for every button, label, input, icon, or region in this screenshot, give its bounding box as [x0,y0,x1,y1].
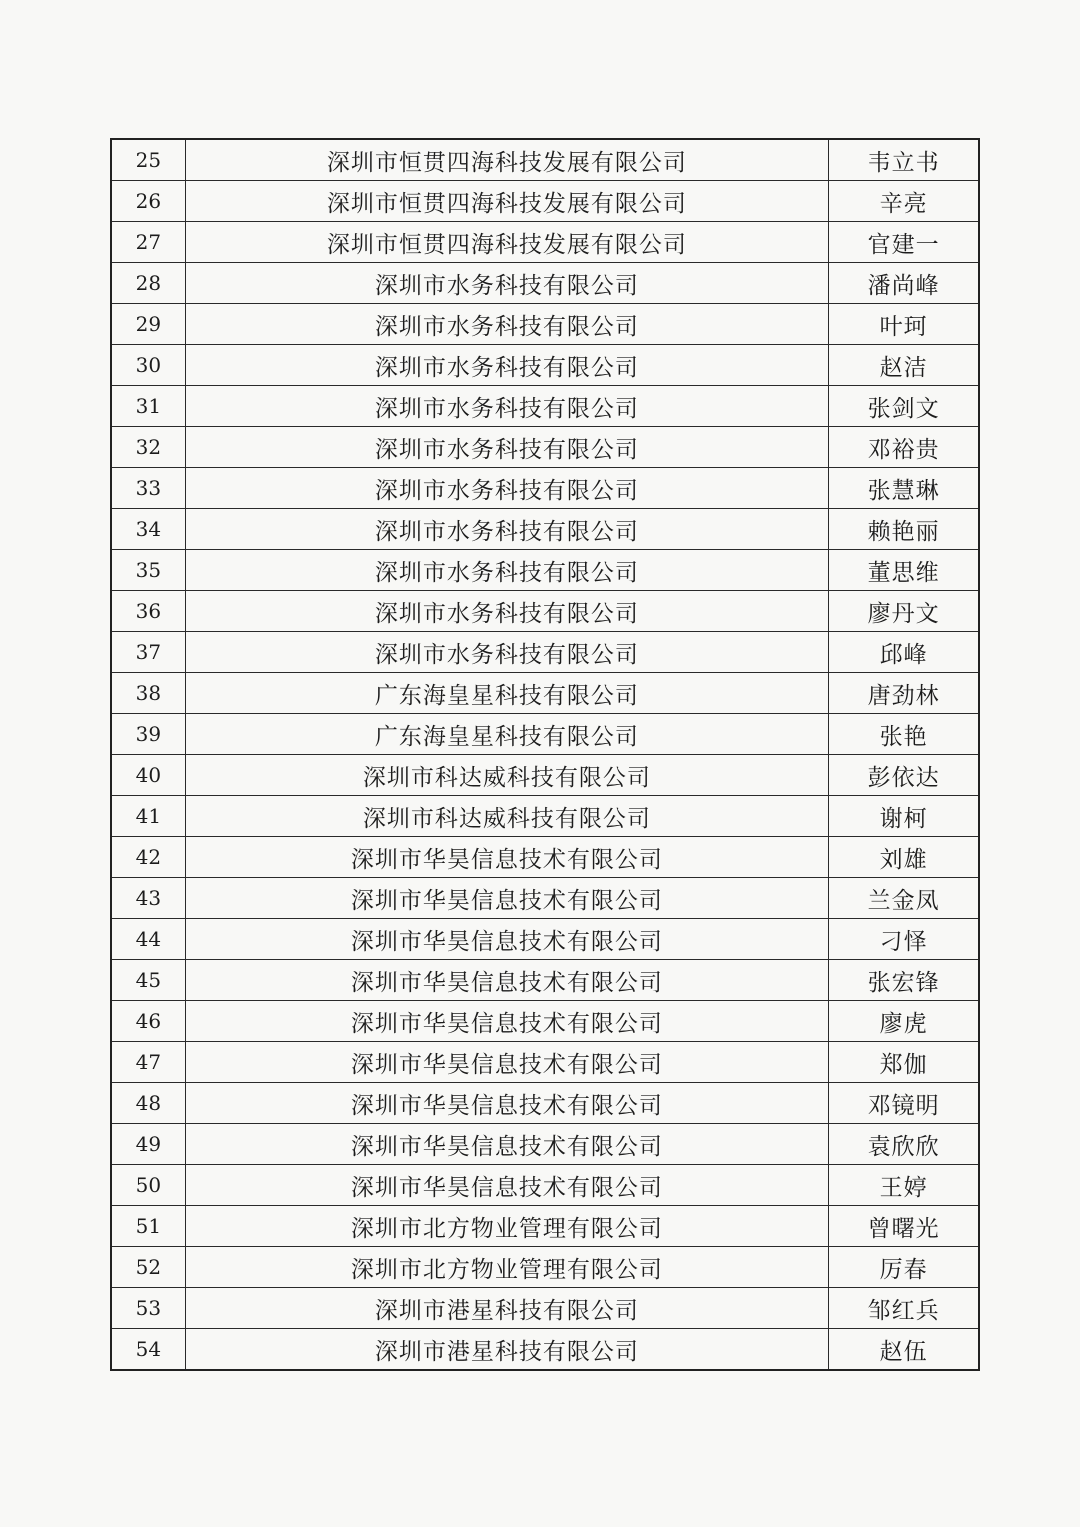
person-name: 王婷 [829,1165,979,1206]
table-row [111,796,979,837]
company-name: 深圳市科达威科技有限公司 [185,755,828,796]
table-row [111,181,979,222]
person-name: 赵洁 [829,345,979,386]
table-row [111,386,979,427]
table-row [111,1329,979,1371]
row-number: 30 [111,345,185,386]
row-number: 29 [111,304,185,345]
company-name: 深圳市华昊信息技术有限公司 [185,960,828,1001]
table-row [111,1001,979,1042]
company-name: 深圳市北方物业管理有限公司 [185,1206,828,1247]
company-name: 深圳市水务科技有限公司 [185,345,828,386]
row-number: 42 [111,837,185,878]
row-number: 38 [111,673,185,714]
table-row [111,509,979,550]
company-name: 深圳市华昊信息技术有限公司 [185,837,828,878]
company-name: 深圳市水务科技有限公司 [185,386,828,427]
person-name: 辛亮 [829,181,979,222]
table-row [111,304,979,345]
row-number: 36 [111,591,185,632]
company-name: 深圳市水务科技有限公司 [185,591,828,632]
company-name: 深圳市华昊信息技术有限公司 [185,1042,828,1083]
row-number: 44 [111,919,185,960]
row-number: 39 [111,714,185,755]
row-number: 48 [111,1083,185,1124]
row-number: 52 [111,1247,185,1288]
company-name: 深圳市港星科技有限公司 [185,1288,828,1329]
person-name: 谢柯 [829,796,979,837]
row-number: 46 [111,1001,185,1042]
table-row [111,1165,979,1206]
table-row [111,837,979,878]
person-name: 张艳 [829,714,979,755]
person-name: 张慧琳 [829,468,979,509]
table-row [111,139,979,181]
company-name: 深圳市水务科技有限公司 [185,509,828,550]
company-name: 深圳市水务科技有限公司 [185,427,828,468]
person-name: 曾曙光 [829,1206,979,1247]
person-name: 赖艳丽 [829,509,979,550]
table-row [111,1247,979,1288]
table-row [111,755,979,796]
table-row [111,345,979,386]
table-row [111,427,979,468]
person-name: 邓镜明 [829,1083,979,1124]
row-number: 53 [111,1288,185,1329]
row-number: 45 [111,960,185,1001]
row-number: 25 [111,139,185,181]
person-name: 叶珂 [829,304,979,345]
row-number: 54 [111,1329,185,1371]
table-row [111,591,979,632]
person-name: 廖虎 [829,1001,979,1042]
company-name: 深圳市华昊信息技术有限公司 [185,1083,828,1124]
row-number: 33 [111,468,185,509]
row-number: 27 [111,222,185,263]
table-row [111,1288,979,1329]
row-number: 32 [111,427,185,468]
company-name: 广东海皇星科技有限公司 [185,673,828,714]
person-name: 廖丹文 [829,591,979,632]
company-name: 深圳市华昊信息技术有限公司 [185,878,828,919]
company-name: 深圳市水务科技有限公司 [185,550,828,591]
person-name: 官建一 [829,222,979,263]
person-name: 刘雄 [829,837,979,878]
company-name: 深圳市华昊信息技术有限公司 [185,1124,828,1165]
row-number: 51 [111,1206,185,1247]
company-name: 深圳市水务科技有限公司 [185,263,828,304]
company-name: 广东海皇星科技有限公司 [185,714,828,755]
person-name: 彭依达 [829,755,979,796]
person-name: 唐劲林 [829,673,979,714]
person-name: 董思维 [829,550,979,591]
table-row [111,1083,979,1124]
person-name: 邹红兵 [829,1288,979,1329]
table-row [111,222,979,263]
company-name: 深圳市恒贯四海科技发展有限公司 [185,139,828,181]
table-row [111,878,979,919]
company-name: 深圳市水务科技有限公司 [185,632,828,673]
row-number: 28 [111,263,185,304]
table-row [111,919,979,960]
table-body [111,139,979,1370]
row-number: 35 [111,550,185,591]
person-name: 张剑文 [829,386,979,427]
company-name: 深圳市恒贯四海科技发展有限公司 [185,181,828,222]
table-row [111,550,979,591]
person-name: 韦立书 [829,139,979,181]
person-name: 邱峰 [829,632,979,673]
table-row [111,468,979,509]
table-row [111,1206,979,1247]
person-name: 厉春 [829,1247,979,1288]
person-name: 赵伍 [829,1329,979,1371]
company-name: 深圳市港星科技有限公司 [185,1329,828,1371]
company-name: 深圳市北方物业管理有限公司 [185,1247,828,1288]
row-number: 43 [111,878,185,919]
company-name: 深圳市水务科技有限公司 [185,468,828,509]
table-row [111,1124,979,1165]
row-number: 49 [111,1124,185,1165]
table-row [111,1042,979,1083]
row-number: 50 [111,1165,185,1206]
row-number: 31 [111,386,185,427]
company-name: 深圳市科达威科技有限公司 [185,796,828,837]
personnel-table [110,138,980,1371]
person-name: 邓裕贵 [829,427,979,468]
row-number: 41 [111,796,185,837]
person-name: 郑伽 [829,1042,979,1083]
row-number: 47 [111,1042,185,1083]
person-name: 袁欣欣 [829,1124,979,1165]
person-name: 刁怿 [829,919,979,960]
table-row [111,673,979,714]
row-number: 26 [111,181,185,222]
company-name: 深圳市华昊信息技术有限公司 [185,1001,828,1042]
person-name: 兰金凤 [829,878,979,919]
person-name: 张宏锋 [829,960,979,1001]
row-number: 40 [111,755,185,796]
table-row [111,714,979,755]
row-number: 34 [111,509,185,550]
table-row [111,263,979,304]
table-row [111,960,979,1001]
table-row [111,632,979,673]
row-number: 37 [111,632,185,673]
company-name: 深圳市华昊信息技术有限公司 [185,1165,828,1206]
company-name: 深圳市华昊信息技术有限公司 [185,919,828,960]
company-name: 深圳市水务科技有限公司 [185,304,828,345]
company-name: 深圳市恒贯四海科技发展有限公司 [185,222,828,263]
person-name: 潘尚峰 [829,263,979,304]
